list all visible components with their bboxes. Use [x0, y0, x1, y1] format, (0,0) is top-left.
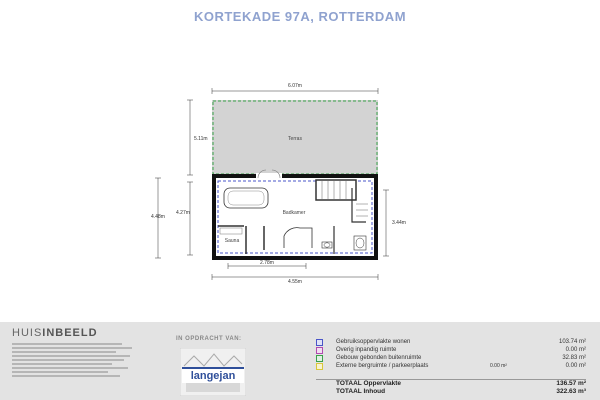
- total-row: TOTAAL Inhoud 322.63 m³: [336, 388, 586, 395]
- dim-inner-height: 4.27m: [176, 210, 190, 216]
- dim-bottom-inner: 2.78m: [260, 260, 274, 266]
- disclaimer-text: [12, 342, 142, 381]
- footer-panel: [0, 322, 600, 400]
- sink-icon: [354, 236, 366, 250]
- dim-terrace-height: 5.11m: [194, 136, 208, 142]
- disclaimer-lines: [12, 342, 142, 380]
- terrace-label: Terras: [288, 136, 302, 142]
- dim-total-height: 4.48m: [151, 214, 165, 220]
- legend-row: Gebruiksoppervlakte wonen 103.74 m²: [316, 338, 586, 346]
- dim-bottom-total: 4.55m: [288, 279, 302, 285]
- legend-swatch-icon: [316, 347, 323, 354]
- opdracht-label: IN OPDRACHT VAN:: [176, 336, 242, 342]
- legend-row: Overig inpandig ruimte 0.00 m²: [316, 346, 586, 354]
- area-legend: [316, 338, 586, 370]
- toilet-icon: [322, 242, 332, 248]
- langejan-logo: langejan: [182, 367, 244, 383]
- legend-row: Externe bergruimte / parkeerplaats 0.00 m² 0.00 m²: [316, 362, 586, 370]
- page-title: KORTEKADE 97A, ROTTERDAM: [193, 9, 407, 24]
- legend-swatch-icon: [316, 355, 323, 362]
- bathtub-icon: [224, 188, 268, 208]
- legend-swatch-icon: [316, 363, 323, 370]
- sauna-label: Sauna: [224, 238, 240, 244]
- bathroom-label: Badkamer: [282, 210, 306, 216]
- dim-top-width: 6.07m: [288, 83, 302, 89]
- huisinbeeld-logo: HUISINBEELD: [12, 327, 98, 339]
- total-row: TOTAAL Oppervlakte 136.57 m²: [336, 380, 586, 387]
- legend-swatch-icon: [316, 339, 323, 346]
- dim-right-height: 3.44m: [392, 220, 406, 226]
- totals-block: [316, 379, 586, 396]
- legend-row: Gebouw gebonden buitenruimte 32.83 m²: [316, 354, 586, 362]
